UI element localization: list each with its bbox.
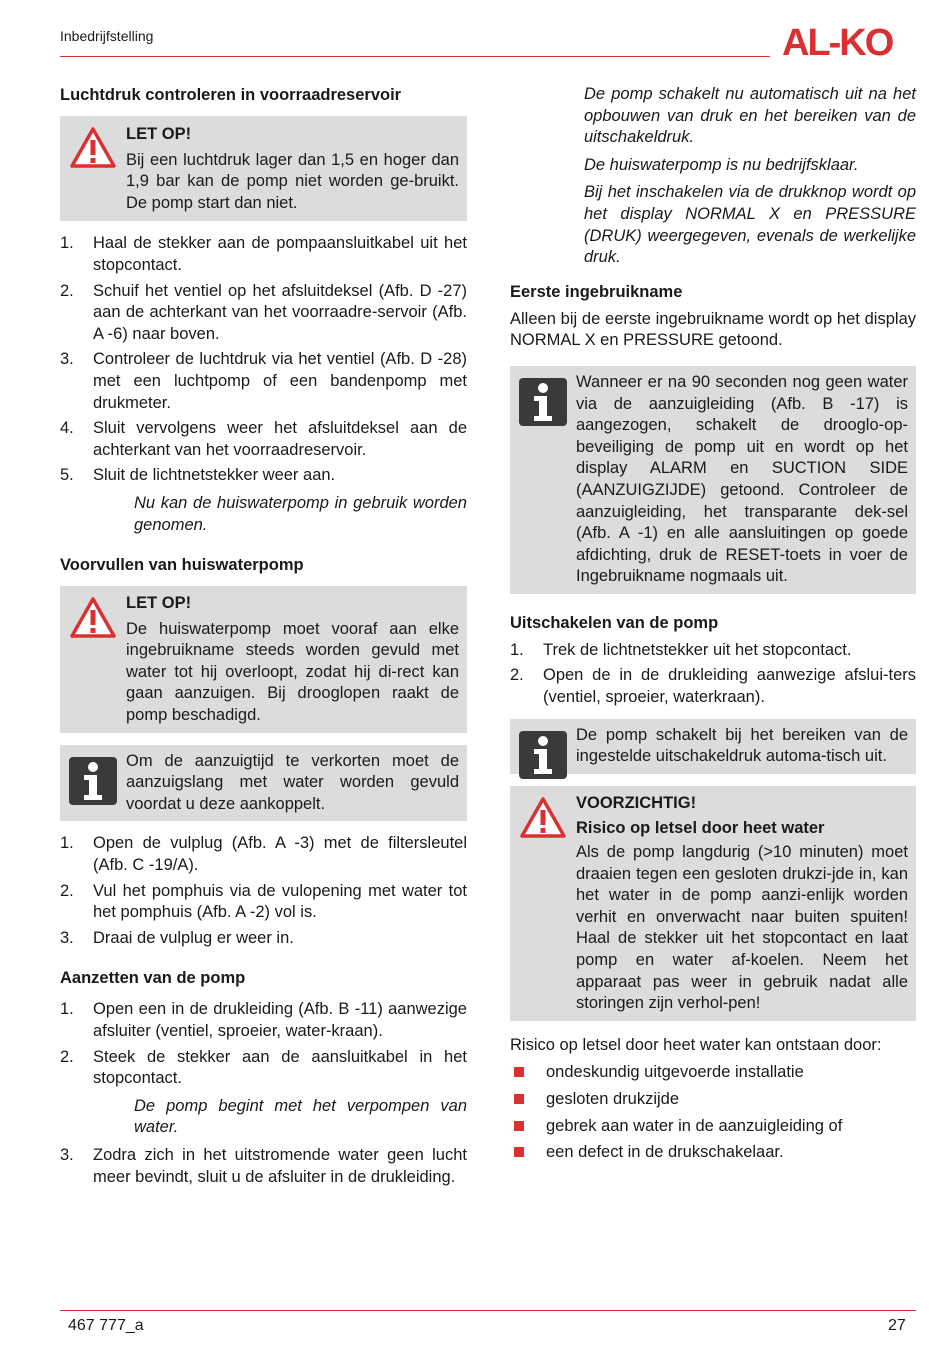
caution-box-hot-water: [510, 786, 916, 1021]
section-title-first-use: Eerste ingebruikname: [510, 282, 683, 301]
list-item: 4. Sluit vervolgens weer het afsluitdeksel aan de achterkant van het voorraadreservoir.: [60, 419, 467, 459]
list-item: 1. Trek de lichtnetstekker uit het stopcontact.: [510, 640, 852, 659]
caution-subtitle: Risico op letsel door heet water: [576, 819, 825, 838]
notice-text: De huiswaterpomp moet vooraf aan elke ingebruikname steeds worden gevuld met water tot hij overloopt, zodat hij di-rect kan gaan aanzuigen. Bij drooglopen raakt de pomp beschadigd.: [126, 619, 459, 725]
warning-triangle-icon: [69, 126, 117, 170]
info-text: Om de aanzuigtijd te verkorten moet de aanzuigslang met water worden gevuld voordat u deze aankoppelt.: [126, 751, 459, 813]
list-item: 3. Controleer de luchtdruk via het ventiel (Afb. D -28) met een luchtpomp of een bandenpomp met drukmeter.: [60, 350, 467, 412]
bullet-square-icon: [514, 1121, 524, 1131]
document-number: 467 777_a: [68, 1317, 144, 1334]
notice-box-prefill: [60, 586, 467, 733]
warning-triangle-icon: [519, 796, 567, 840]
footer-rule: [60, 1310, 916, 1311]
list-item: ondeskundig uitgevoerde installatie: [510, 1062, 916, 1084]
alko-logo: [782, 22, 916, 60]
section-title-stop-pump: Uitschakelen van de pomp: [510, 613, 719, 632]
list-item: 1. Open de vulplug (Afb. A -3) met de filtersleutel (Afb. C -19/A).: [60, 834, 467, 875]
section-title-start-pump: Aanzetten van de pomp: [60, 969, 246, 988]
svg-text:AL-KO: AL-KO: [782, 22, 893, 60]
first-use-text: Alleen bij de eerste ingebruikname wordt op het display NORMAL X en PRESSURE getoond.: [510, 309, 916, 350]
warning-triangle-icon: [69, 596, 117, 640]
list-item: 3. Draai de vulplug er weer in.: [60, 928, 294, 947]
steps-air-pressure: [60, 233, 467, 487]
list-item: 2. Steek de stekker aan de aansluitkabel in het stopcontact.: [60, 1047, 467, 1088]
list-item: 2. Vul het pomphuis via de vulopening met water tot het pomphuis (Afb. A -2) vol is.: [60, 881, 467, 922]
notice-title: LET OP!: [126, 594, 192, 613]
info-text: Wanneer er na 90 seconden nog geen water via de aanzuigleiding (Afb. B -17) is aangezogen, schakelt de drooglo-op-beveiliging de pomp uit en wordt op het display ALARM en SUCTION SIDE (AANZUIGZIJDE) getoond. Controleer de aanzuigleiding, het transparante dek-sel (Afb. A -1) en alle aansluitingen op goede afdichting, druk de RESET-toets in voer de Ingebruikname nogmaals uit.: [576, 372, 908, 586]
info-icon: [69, 757, 117, 805]
right-column: [510, 84, 916, 1169]
list-item: 5. Sluit de lichtnetstekker weer aan.: [60, 466, 336, 485]
list-item: 2. Schuif het ventiel op het afsluitdeksel (Afb. D -27) aan de achterkant van het voorraadre-servoir (Afb. A -6) naar boven.: [60, 281, 467, 343]
step-result: Bij het inschakelen via de drukknop wordt op het display NORMAL X en PRESSURE (DRUK) weergegeven, evenals de werkelijke druk.: [584, 183, 916, 267]
list-item: 3. Zodra zich in het uitstromende water geen lucht meer bevindt, sluit u de afsluiter in de drukleiding.: [60, 1145, 467, 1186]
list-item: een defect in de drukschakelaar.: [510, 1142, 916, 1164]
steps-prefill: [60, 833, 467, 949]
step-result: De pomp begint met het verpompen van water.: [134, 1096, 467, 1137]
info-box-auto-off: [510, 719, 916, 774]
step-result: De huiswaterpomp is nu bedrijfsklaar.: [584, 155, 859, 174]
notice-text: Bij een luchtdruk lager dan 1,5 en hoger dan 1,9 bar kan de pomp niet worden ge-bruikt. De pomp start dan niet.: [126, 150, 459, 212]
steps-start-pump: [60, 999, 467, 1089]
bullet-square-icon: [514, 1147, 524, 1157]
caution-text: Als de pomp langdurig (>10 minuten) moet draaien tegen een gesloten drukzi-jde in, kan het water in de pomp aanzi-enlijk worden verhit en onverwacht naar buiten spuiten! Haal de stekker uit het stopcontact en laat pomp en water af-koelen. Neem het apparaat pas weer in gebruik nadat alle storingen zijn verhol-pen!: [576, 843, 908, 1013]
list-item: 2. Open de in de drukleiding aanwezige afslui-ters (ventiel, sproeier, waterkraan).: [510, 666, 916, 707]
risk-list: [510, 1062, 916, 1163]
list-item: 1. Haal de stekker aan de pompaansluitkabel uit het stopcontact.: [60, 234, 467, 274]
info-box-dry-run: [510, 366, 916, 594]
list-item: gesloten drukzijde: [510, 1089, 916, 1111]
info-icon: [519, 378, 567, 426]
list-item: 1. Open een in de drukleiding (Afb. B -11) aanwezige afsluiter (ventiel, sproeier, water-kraan).: [60, 1000, 467, 1040]
caution-title: VOORZICHTIG!: [576, 793, 697, 812]
risk-intro: Risico op letsel door heet water kan ontstaan door:: [510, 1035, 882, 1054]
notice-title: LET OP!: [126, 125, 192, 143]
section-title-air-pressure: Luchtdruk controleren in voorraadreservoir: [60, 86, 402, 104]
step-result: De pomp schakelt nu automatisch uit na het opbouwen van druk en het bereiken van de uitschakeldruk.: [584, 85, 916, 147]
step-result: Nu kan de huiswaterpomp in gebruik worden genomen.: [134, 493, 467, 534]
header-rule: [60, 56, 770, 57]
info-icon: [519, 731, 567, 779]
info-box-suction-hose: [60, 745, 467, 822]
notice-box-air-pressure: [60, 116, 467, 221]
bullet-square-icon: [514, 1094, 524, 1104]
list-item: gebrek aan water in de aanzuigleiding of: [510, 1116, 916, 1138]
page-number: 27: [888, 1317, 906, 1334]
steps-stop-pump: [510, 640, 916, 709]
steps-start-pump-cont: [60, 1145, 467, 1188]
left-column: [60, 84, 467, 1194]
bullet-square-icon: [514, 1067, 524, 1077]
page-section-label: Inbedrijfstelling: [60, 28, 154, 44]
info-text: De pomp schakelt bij het bereiken van de ingestelde uitschakeldruk automa-tisch uit.: [576, 725, 908, 766]
section-title-prefill: Voorvullen van huiswaterpomp: [60, 556, 304, 575]
